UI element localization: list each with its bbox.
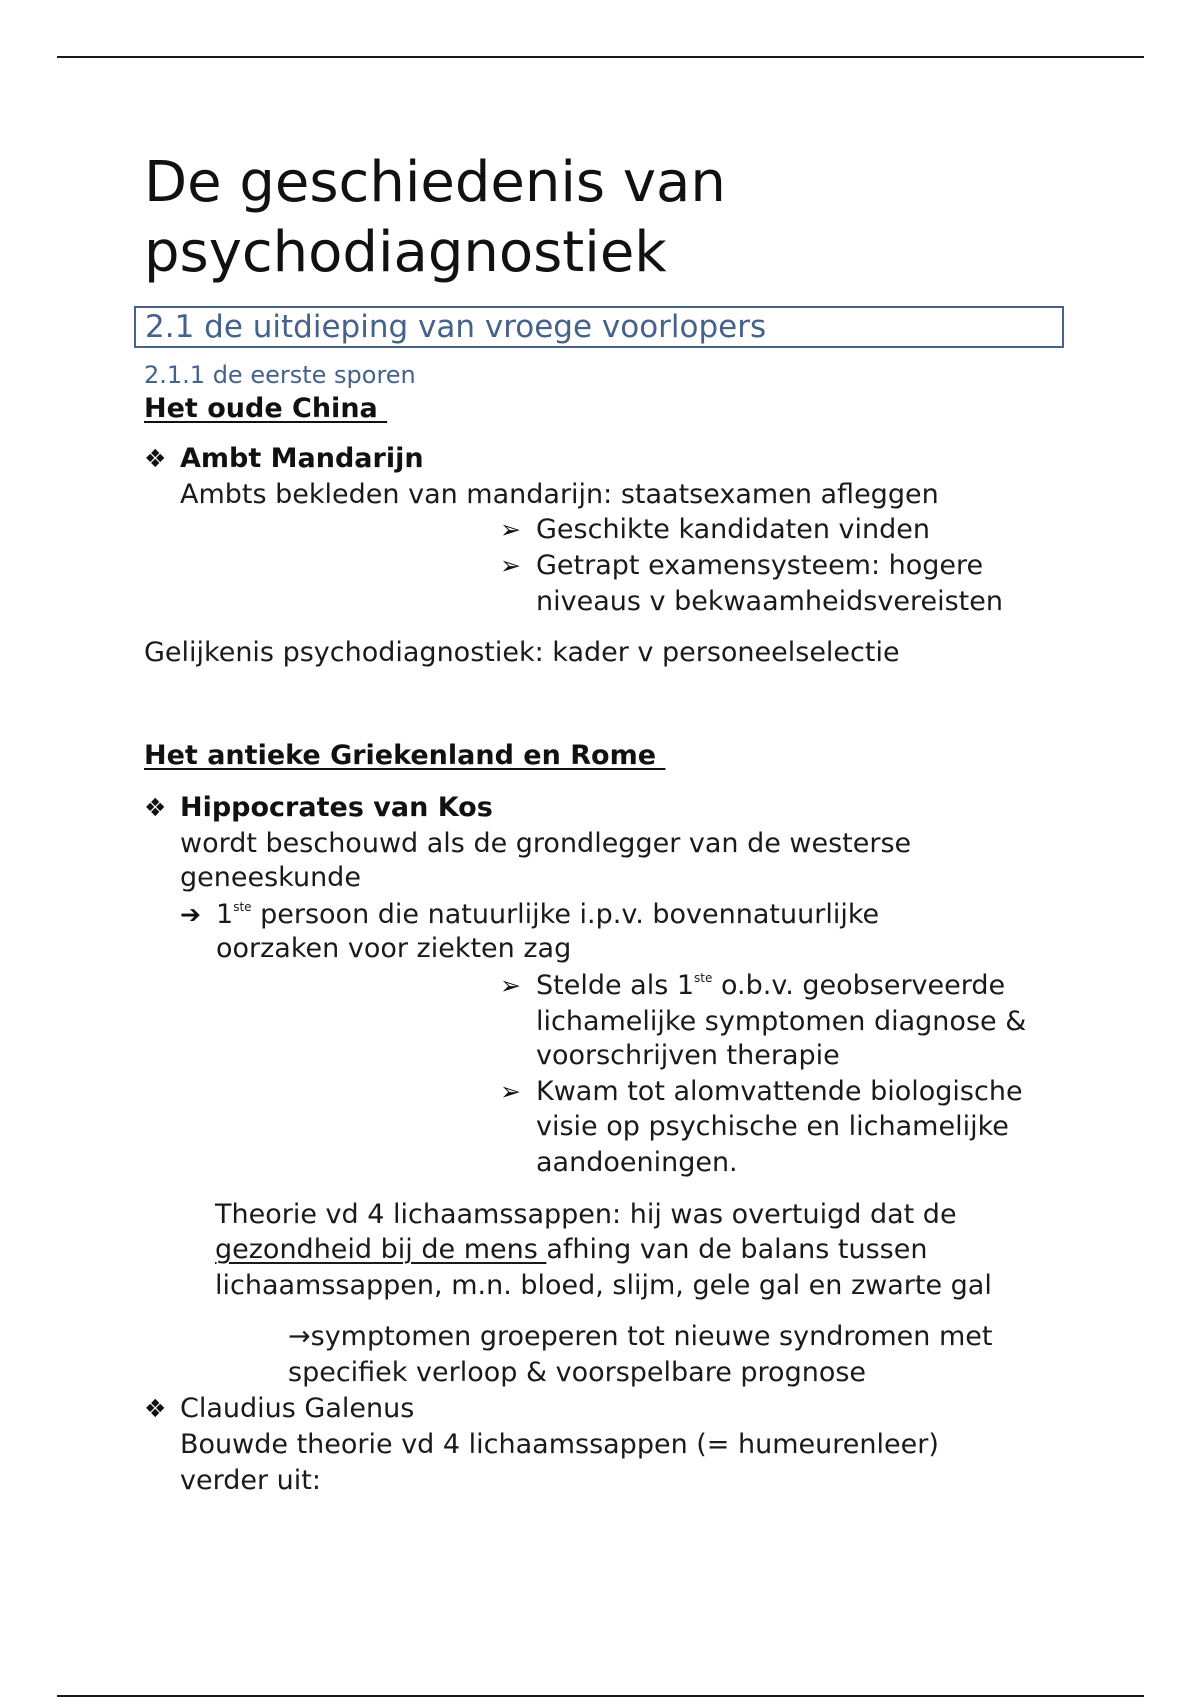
heading-greece: Het antieke Griekenland en Rome <box>144 740 666 771</box>
chevron-bullet-icon: ➢ <box>500 551 521 580</box>
section-heading: 2.1 de uitdieping van vroege voorlopers <box>145 309 767 345</box>
symptoms-l1: →symptomen groeperen tot nieuwe syndromen met <box>288 1321 993 1352</box>
header-rule <box>57 56 1144 58</box>
chevron-bullet-icon: ➢ <box>500 1077 521 1106</box>
arrow-item-l2: oorzaken voor ziekten zag <box>216 933 572 964</box>
theory-l2: gezondheid bij de mens afhing van de balans tussen <box>215 1234 928 1265</box>
page-title <box>144 148 726 288</box>
chevron-bullet-icon: ➢ <box>500 971 521 1000</box>
summary-china: Gelijkenis psychodiagnostiek: kader v personeelselectie <box>144 637 900 668</box>
galenus-text-l1: Bouwde theorie vd 4 lichaamssappen (= humeurenleer) <box>180 1429 939 1460</box>
item-title-hippocrates: Hippocrates van Kos <box>180 792 493 823</box>
symptoms-l2: specifiek verloop & voorspelbare prognose <box>288 1357 867 1388</box>
arrow-item-l1: 1ste persoon die natuurlijke i.p.v. bovennatuurlijke <box>216 899 880 930</box>
subsection-heading: 2.1.1 de eerste sporen <box>144 361 416 389</box>
sub-item-visie-l3: aandoeningen. <box>536 1147 738 1178</box>
sub-item-kandidaten: Geschikte kandidaten vinden <box>536 514 930 545</box>
item-title-mandarijn: Ambt Mandarijn <box>180 443 424 474</box>
sub-item-diagnose-l2: lichamelijke symptomen diagnose & <box>536 1006 1027 1037</box>
theory-l3: lichaamssappen, m.n. bloed, slijm, gele gal en zwarte gal <box>215 1270 992 1301</box>
sub-item-diagnose-l3: voorschrijven therapie <box>536 1040 840 1071</box>
right-arrow-icon: → <box>288 1321 311 1352</box>
footer-rule <box>57 1695 1144 1697</box>
chevron-bullet-icon: ➢ <box>500 515 521 544</box>
title-line-2: psychodiagnostiek <box>144 220 667 285</box>
sub-item-examensysteem-l2: niveaus v bekwaamheidsvereisten <box>536 586 1003 617</box>
heading-china: Het oude China <box>144 393 388 424</box>
theory-l1: Theorie vd 4 lichaamssappen: hij was overtuigd dat de <box>215 1199 957 1230</box>
diamond-bullet-icon: ❖ <box>144 793 167 822</box>
item-text-mandarijn: Ambts bekleden van mandarijn: staatsexamen afleggen <box>180 479 939 510</box>
sub-item-diagnose-l1: Stelde als 1ste o.b.v. geobserveerde <box>536 970 1006 1001</box>
item-title-galenus: Claudius Galenus <box>180 1393 415 1424</box>
hippocrates-text-l1: wordt beschouwd als de grondlegger van de westerse <box>180 828 912 859</box>
diamond-bullet-icon: ❖ <box>144 444 167 473</box>
hippocrates-text-l2: geneeskunde <box>180 862 361 893</box>
arrow-bullet-icon: ➔ <box>180 900 201 929</box>
title-line-1: De geschiedenis van <box>144 150 726 215</box>
sub-item-examensysteem-l1: Getrapt examensysteem: hogere <box>536 550 984 581</box>
sub-item-visie-l1: Kwam tot alomvattende biologische <box>536 1076 1023 1107</box>
galenus-text-l2: verder uit: <box>180 1465 321 1496</box>
diamond-bullet-icon: ❖ <box>144 1394 167 1423</box>
sub-item-visie-l2: visie op psychische en lichamelijke <box>536 1111 1009 1142</box>
